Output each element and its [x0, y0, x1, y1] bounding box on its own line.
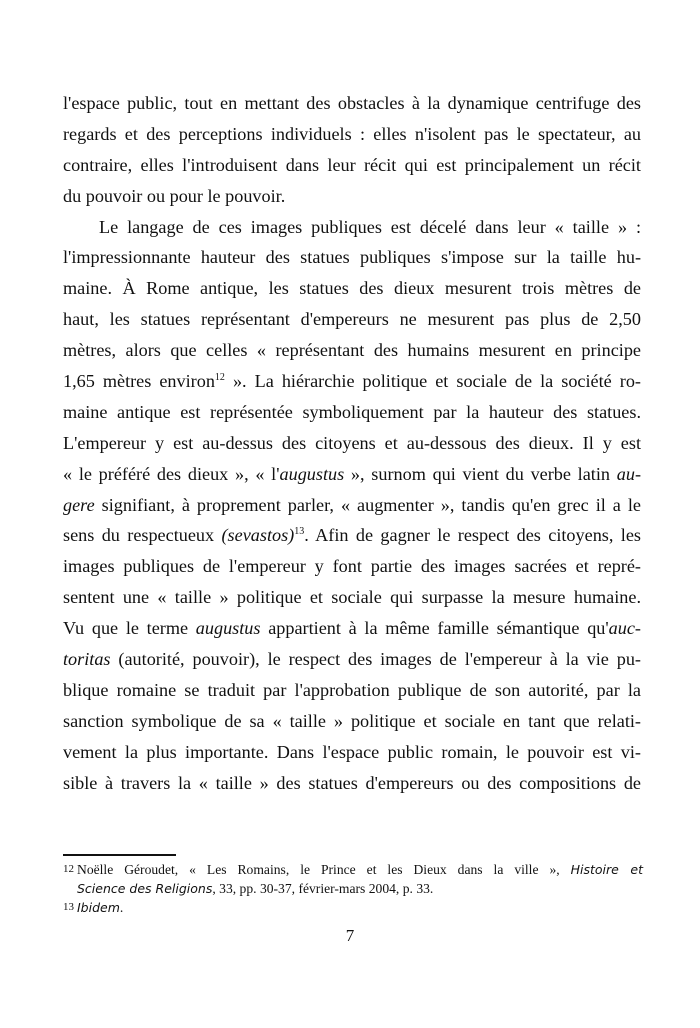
italic-term: augustus	[195, 618, 261, 639]
italic-term: gere	[63, 494, 95, 515]
text-segment: signifiant, à proprement parler, « augmenter », tandis qu'en grec il a le	[94, 494, 641, 515]
text-line	[63, 366, 641, 397]
text-segment: sible à travers la « taille » des statues d'empereurs ou des compositions de	[63, 772, 641, 793]
footnote-12	[63, 860, 643, 898]
text-segment: (autorité, pouvoir), le respect des images de l'empereur à la vie pu-	[110, 649, 641, 670]
text-segment: regards et des perceptions individuels : elles n'isolent pas le spectateur, au	[63, 123, 641, 144]
text-line	[63, 88, 641, 119]
text-segment: l'impressionnante hauteur des statues publiques s'impose sur la taille hu-	[63, 247, 641, 268]
text-line	[63, 273, 641, 304]
italic-term: augustus	[279, 463, 345, 484]
footnote-text: Noëlle Géroudet, « Les Romains, le Prince et les Dieux dans la ville »,	[77, 862, 571, 877]
text-segment: sanction symbolique de sa « taille » politique et sociale en tant que relati-	[63, 710, 641, 731]
text-line	[63, 242, 641, 273]
text-line	[63, 181, 641, 212]
footnote-number: 13	[63, 901, 74, 913]
text-segment: », surnom qui vient du verbe latin	[344, 463, 617, 484]
text-segment: sentent une « taille » politique et sociale qui surpasse la mesure humaine.	[63, 587, 641, 608]
text-line	[63, 150, 641, 181]
text-segment: mètres, alors que celles « représentant des humains mesurent en principe	[63, 340, 641, 361]
footnote-13	[63, 898, 643, 917]
page-number: 7	[345, 926, 355, 945]
text-segment: Le langage de ces images publiques est décelé dans leur « taille » :	[99, 216, 641, 237]
text-line	[63, 335, 641, 366]
body-text	[63, 88, 641, 798]
footnote-journal-title: Histoire et	[570, 862, 643, 877]
text-segment: sens du respectueux	[63, 525, 222, 546]
footnote-line	[77, 879, 643, 898]
footnotes	[63, 860, 643, 917]
text-segment: l'espace public, tout en mettant des obstacles à la dynamique centrifuge des	[63, 93, 641, 113]
text-segment: « le préféré des dieux », « l'	[63, 463, 280, 484]
text-segment: images publiques de l'empereur y font partie des images sacrées et repré-	[63, 556, 641, 577]
footnote-ref: 13	[294, 526, 305, 538]
text-line	[63, 613, 641, 644]
text-segment: contraire, elles l'introduisent dans leur récit qui est principalement un récit	[63, 154, 641, 175]
text-segment: vement la plus importante. Dans l'espace public romain, le pouvoir est vi-	[63, 741, 641, 762]
footnote-text: Ibidem	[77, 900, 120, 915]
footnote-number: 12	[63, 863, 74, 875]
text-segment: maine antique est représentée symboliquement par la hauteur des statues.	[63, 401, 641, 422]
text-line	[63, 119, 641, 150]
footnote-text: .	[119, 900, 124, 915]
text-line	[63, 304, 641, 335]
text-line	[63, 582, 641, 613]
italic-term: au-	[616, 463, 641, 484]
text-line	[63, 675, 641, 706]
text-line	[63, 520, 641, 551]
text-line	[63, 737, 641, 768]
text-line	[63, 768, 641, 799]
text-segment: . Afin de gagner le respect des citoyens, les	[304, 525, 641, 546]
text-line	[63, 706, 641, 737]
text-segment: du pouvoir ou pour le pouvoir.	[63, 185, 286, 206]
italic-term: toritas	[63, 649, 111, 670]
text-segment: Vu que le terme	[63, 618, 196, 639]
footnote-text: , 33, pp. 30-37, février-mars 2004, p. 33.	[212, 881, 434, 896]
text-segment: maine. À Rome antique, les statues des dieux mesurent trois mètres de	[63, 278, 641, 299]
text-segment: appartient à la même famille sémantique qu'	[260, 618, 609, 639]
text-segment: haut, les statues représentant d'empereurs ne mesurent pas plus de 2,50	[63, 309, 641, 330]
footnote-journal-title: Science des Religions	[77, 881, 213, 896]
footnote-separator	[63, 854, 176, 856]
text-line	[63, 397, 641, 428]
text-line	[63, 428, 641, 459]
text-segment: L'empereur y est au-dessus des citoyens et au-dessous des dieux. Il y est	[63, 432, 641, 453]
text-segment: 1,65 mètres environ	[63, 371, 215, 392]
text-segment: ». La hiérarchie politique et sociale de la société ro-	[224, 371, 641, 392]
footnote-line	[77, 860, 643, 879]
italic-term: auc-	[608, 618, 641, 639]
text-line	[63, 459, 641, 490]
text-line	[63, 644, 641, 675]
text-line	[63, 490, 641, 521]
footnote-ref: 12	[214, 372, 225, 384]
text-line	[63, 551, 641, 582]
text-segment: blique romaine se traduit par l'approbation publique de son autorité, par la	[63, 679, 641, 700]
italic-term: (sevastos)	[221, 525, 295, 546]
text-line	[63, 212, 641, 243]
